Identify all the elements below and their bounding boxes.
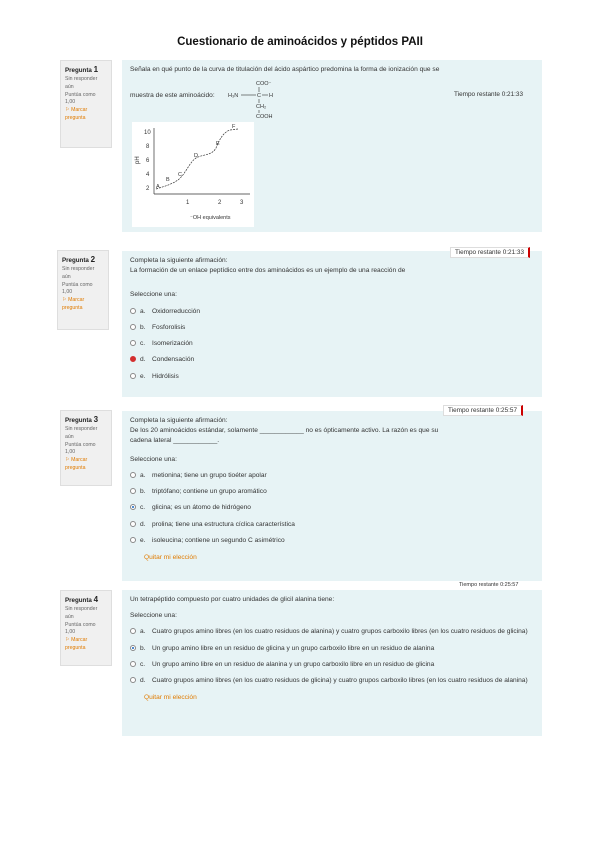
radio-button[interactable] bbox=[130, 472, 136, 478]
question-text: Señala en qué punto de la curva de titulación del ácido aspártico predomina la forma de ionización que se bbox=[130, 66, 440, 73]
radio-button[interactable] bbox=[130, 628, 136, 634]
molecule-c: C bbox=[257, 93, 261, 99]
option-c[interactable]: c. Un grupo amino libre en un residuo de alanina y un grupo carboxilo libre en un residuo de glicina bbox=[130, 660, 534, 670]
time-remaining-4: Tiempo restante 0:25:57 bbox=[459, 582, 519, 588]
question-text: Un tetrapéptido compuesto por cuatro unidades de glicil alanina tiene: bbox=[130, 596, 335, 603]
question-content-3 bbox=[122, 411, 542, 581]
option-a[interactable]: a. Cuatro grupos amino libres (en los cuatro residuos de alanina) y cuatro grupos carboxilo libres (en los cuatro residuos de glicina) bbox=[130, 627, 534, 637]
titration-chart-panel bbox=[132, 122, 254, 227]
flag-question-link[interactable]: ⚐ Marcar pregunta bbox=[65, 637, 88, 651]
molecule-nh3: H₃N bbox=[228, 93, 239, 99]
molecule-coo-top: COO⁻ bbox=[256, 81, 272, 87]
select-prompt: Seleccione una: bbox=[130, 455, 177, 463]
flag-icon: ⚐ bbox=[62, 297, 69, 304]
y-tick: 10 bbox=[144, 130, 151, 136]
question-status: Sin responder aún bbox=[65, 606, 98, 620]
point-label: D bbox=[194, 153, 198, 159]
question-instruction: Completa la siguiente afirmación: bbox=[130, 417, 228, 424]
page-title: Cuestionario de aminoácidos y péptidos PAII bbox=[177, 36, 423, 48]
point-label: B bbox=[166, 177, 170, 183]
point-label: F bbox=[232, 124, 236, 130]
x-tick: 2 bbox=[218, 200, 222, 206]
option-b[interactable]: b. Fosforolisis bbox=[130, 323, 534, 333]
time-remaining-1: Tiempo restante 0:21:33 bbox=[454, 91, 524, 98]
question-text-continued: cadena lateral ____________. bbox=[130, 437, 220, 445]
option-d[interactable]: d. Condensación bbox=[130, 355, 534, 365]
question-info-2 bbox=[57, 250, 109, 330]
question-info-1 bbox=[60, 60, 112, 148]
option-a[interactable]: a. Oxidorreducción bbox=[130, 307, 534, 317]
clear-choice-link[interactable]: Quitar mi elección bbox=[144, 553, 197, 561]
question-text: De los 20 aminoácidos estándar, solamente ____________ no es ópticamente activo. La razón es que su bbox=[130, 427, 439, 435]
question-instruction: Completa la siguiente afirmación: bbox=[130, 257, 228, 264]
option-c[interactable]: c. glicina; es un átomo de hidrógeno bbox=[130, 503, 534, 513]
option-d[interactable]: d. Cuatro grupos amino libres (en los cuatro residuos de glicina) y cuatro grupos carboxilo libres (en los cuatro residuos de alanina) bbox=[130, 676, 534, 686]
y-tick: 6 bbox=[146, 158, 150, 164]
y-tick: 4 bbox=[146, 172, 150, 178]
radio-button[interactable] bbox=[130, 677, 136, 683]
flag-question-link[interactable]: ⚐ Marcar pregunta bbox=[62, 297, 85, 311]
radio-button[interactable] bbox=[130, 488, 136, 494]
point-label: C bbox=[178, 172, 182, 178]
question-info-4 bbox=[60, 590, 112, 666]
option-e[interactable]: e. isoleucina; contiene un segundo C asimétrico bbox=[130, 536, 534, 546]
question-score: Puntúa como 1,00 bbox=[65, 441, 96, 456]
flag-question-link[interactable]: ⚐ Marcar pregunta bbox=[65, 107, 88, 121]
flag-icon: ⚐ bbox=[65, 457, 72, 464]
y-tick-labels bbox=[144, 130, 151, 192]
question-content-4 bbox=[122, 590, 542, 736]
point-label: A bbox=[156, 184, 160, 190]
question-label: Pregunta 4 bbox=[65, 595, 99, 604]
question-status: Sin responder aún bbox=[65, 76, 98, 90]
option-e[interactable]: e. Hidrólisis bbox=[130, 372, 534, 382]
clear-choice-link[interactable]: Quitar mi elección bbox=[144, 694, 197, 702]
time-remaining-3: Tiempo restante 0:25:57 bbox=[443, 405, 523, 416]
question-info-3 bbox=[60, 410, 112, 486]
option-d[interactable]: d. prolina; tiene una estructura cíclica característica bbox=[130, 520, 534, 530]
question-text-2: muestra de este aminoácido: bbox=[130, 92, 215, 99]
flag-icon: ⚐ bbox=[65, 637, 72, 644]
option-b[interactable]: b. triptófano; contiene un grupo aromático bbox=[130, 487, 534, 497]
radio-button[interactable] bbox=[130, 324, 136, 330]
radio-button[interactable] bbox=[130, 661, 136, 667]
x-axis-label: ⁻OH equivalents bbox=[190, 215, 231, 221]
radio-button-selected[interactable] bbox=[130, 504, 136, 510]
radio-button[interactable] bbox=[130, 373, 136, 379]
select-prompt: Seleccione una: bbox=[130, 612, 177, 620]
option-b[interactable]: b. Un grupo amino libre en un residuo de glicina y un grupo carboxilo libre en un residuo de alanina bbox=[130, 644, 534, 654]
y-tick: 8 bbox=[146, 144, 150, 150]
question-label: Pregunta 2 bbox=[62, 255, 96, 264]
flag-question-link[interactable]: ⚐ Marcar pregunta bbox=[65, 457, 88, 471]
radio-button-selected[interactable] bbox=[130, 356, 136, 362]
question-label: Pregunta 3 bbox=[65, 415, 99, 424]
question-text: La formación de un enlace peptídico entre dos aminoácidos es un ejemplo de una reacción de bbox=[130, 267, 406, 275]
molecule-h: H bbox=[269, 93, 273, 99]
radio-button[interactable] bbox=[130, 537, 136, 543]
x-tick: 1 bbox=[186, 200, 190, 206]
question-content-1 bbox=[122, 60, 542, 232]
titration-curve-chart bbox=[132, 122, 254, 227]
time-remaining-2: Tiempo restante 0:21:33 bbox=[450, 247, 530, 258]
question-status: Sin responder aún bbox=[65, 426, 98, 440]
radio-button[interactable] bbox=[130, 521, 136, 527]
x-tick-labels bbox=[186, 200, 244, 206]
question-score: Puntúa como 1,00 bbox=[65, 621, 96, 636]
radio-button[interactable] bbox=[130, 308, 136, 314]
radio-button[interactable] bbox=[130, 340, 136, 346]
select-prompt: Seleccione una: bbox=[130, 291, 177, 299]
x-tick: 3 bbox=[240, 200, 244, 206]
flag-icon: ⚐ bbox=[65, 107, 72, 114]
option-a[interactable]: a. metionina; tiene un grupo tioéter apolar bbox=[130, 471, 534, 481]
y-axis-label: pH bbox=[135, 156, 141, 164]
molecule-ch2: CH₂ bbox=[256, 104, 267, 110]
question-label: Pregunta 1 bbox=[65, 65, 99, 74]
option-c[interactable]: c. Isomerización bbox=[130, 339, 534, 349]
question-score: Puntúa como 1,00 bbox=[65, 91, 96, 106]
radio-button-selected[interactable] bbox=[130, 645, 136, 651]
question-score: Puntúa como 1,00 bbox=[62, 281, 93, 296]
y-tick: 2 bbox=[146, 186, 150, 192]
question-status: Sin responder aún bbox=[62, 266, 95, 280]
aspartic-acid-structure bbox=[228, 77, 288, 119]
question-content-2 bbox=[122, 251, 542, 397]
point-label: E bbox=[216, 141, 220, 147]
molecule-cooh: COOH bbox=[256, 114, 273, 119]
